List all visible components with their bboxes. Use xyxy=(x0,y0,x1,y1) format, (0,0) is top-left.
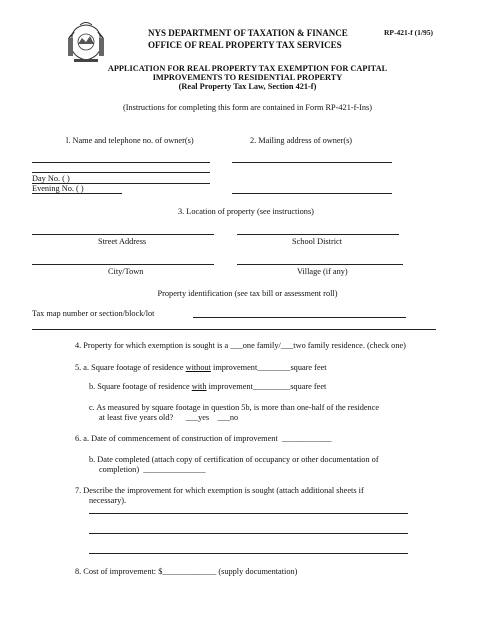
evening-phone-line[interactable] xyxy=(32,193,122,194)
q6a-text xyxy=(75,434,332,444)
nys-seal-icon xyxy=(66,20,106,64)
office-name: OFFICE OF REAL PROPERTY TAX SERVICES xyxy=(148,40,342,50)
instructions-note: (Instructions for completing this form are contained in Form RP-421-f-Ins) xyxy=(122,103,373,112)
q6a-blank[interactable]: ____________ xyxy=(281,434,332,443)
village-line[interactable] xyxy=(237,264,403,265)
q4-two-family-blank[interactable]: ___ xyxy=(280,341,294,350)
city-town-label: City/Town xyxy=(108,267,144,276)
q5c-line2 xyxy=(99,413,238,423)
tax-map-line[interactable] xyxy=(193,317,406,318)
q8-cost-blank[interactable]: _____________ xyxy=(162,567,217,576)
q5c-question: at least five years old? xyxy=(99,413,174,422)
form-id: RP-421-f (1/95) xyxy=(384,28,433,37)
mailing-address-line-2[interactable] xyxy=(232,193,392,194)
q5b-suffix: improvement xyxy=(206,382,253,391)
school-district-label: School District xyxy=(292,237,343,246)
q5c-yes: yes xyxy=(198,413,210,422)
q7-answer-line-3[interactable] xyxy=(89,553,408,554)
q6b-line1: b. Date completed (attach copy of certification of occupancy or other documentation of xyxy=(89,455,379,464)
day-phone-label: Day No. ( ) xyxy=(32,174,70,183)
property-id-label: Property identification (see tax bill or assessment roll) xyxy=(157,289,338,298)
q8-suffix: (supply documentation) xyxy=(218,567,298,576)
form-title-line2: IMPROVEMENTS TO RESIDENTIAL PROPERTY xyxy=(152,73,343,82)
q4-one-family: one family/ xyxy=(242,341,281,350)
school-district-line[interactable] xyxy=(237,234,399,235)
q6a-label: 6. a. Date of commencement of construction of improvement xyxy=(75,434,278,443)
q8-text xyxy=(75,567,297,577)
q4-two-family: two family residence. (check one) xyxy=(293,341,406,350)
q1-label: l. Name and telephone no. of owner(s) xyxy=(66,136,194,145)
q5c-yes-blank[interactable]: ___ xyxy=(185,413,199,422)
q5a-unit: square feet xyxy=(290,363,327,372)
q4-text xyxy=(75,341,406,351)
street-address-label: Street Address xyxy=(98,237,147,246)
q4-one-family-blank[interactable]: ___ xyxy=(230,341,243,350)
q5a-without: without xyxy=(185,363,211,372)
section-divider xyxy=(32,329,436,330)
q7-answer-line-2[interactable] xyxy=(89,533,408,534)
q5b-blank[interactable]: _________ xyxy=(252,382,291,391)
owner-name-line-2[interactable] xyxy=(32,172,210,173)
q6b-blank[interactable]: _______________ xyxy=(143,465,206,474)
q5a-prefix: 5. a. Square footage of residence xyxy=(75,363,186,372)
mailing-address-line-1[interactable] xyxy=(232,162,392,163)
q5b-with: with xyxy=(191,382,207,391)
q5a-text xyxy=(75,363,327,373)
q6b-line2 xyxy=(99,465,205,475)
city-town-line[interactable] xyxy=(32,264,214,265)
q3-label: 3. Location of property (see instructions) xyxy=(178,207,314,216)
q5a-suffix: improvement xyxy=(210,363,258,372)
q5b-unit: square feet xyxy=(290,382,327,391)
q5c-no-blank[interactable]: ___ xyxy=(217,413,230,422)
tax-map-label: Tax map number or section/block/lot xyxy=(32,309,155,318)
q5a-blank[interactable]: ________ xyxy=(257,363,291,372)
owner-name-line-1[interactable] xyxy=(32,162,210,163)
q7-answer-line-1[interactable] xyxy=(89,513,408,514)
form-title-line1: APPLICATION FOR REAL PROPERTY TAX EXEMPTION FOR CAPITAL xyxy=(107,64,388,73)
q8-prefix: 8. Cost of improvement: $ xyxy=(75,567,163,576)
dept-name: NYS DEPARTMENT OF TAXATION & FINANCE xyxy=(148,28,348,38)
q7-line1: 7. Describe the improvement for which exemption is sought (attach additional sheets if xyxy=(75,486,364,495)
q6b-label: completion) xyxy=(99,465,140,474)
evening-phone-label: Evening No. ( ) xyxy=(32,184,84,193)
q5c-line1: c. As measured by square footage in question 5b, is more than one-half of the residence xyxy=(89,403,380,412)
q4-prefix: 4. Property for which exemption is sought is a xyxy=(75,341,231,350)
q7-line2: necessary). xyxy=(89,496,127,505)
q5c-no: no xyxy=(229,413,239,422)
q2-label: 2. Mailing address of owner(s) xyxy=(250,136,353,145)
q5b-prefix: b. Square footage of residence xyxy=(89,382,192,391)
q5b-text xyxy=(89,382,326,392)
form-title-line3: (Real Property Tax Law, Section 421-f) xyxy=(178,82,317,91)
village-label: Village (if any) xyxy=(297,267,348,276)
street-address-line[interactable] xyxy=(32,234,214,235)
